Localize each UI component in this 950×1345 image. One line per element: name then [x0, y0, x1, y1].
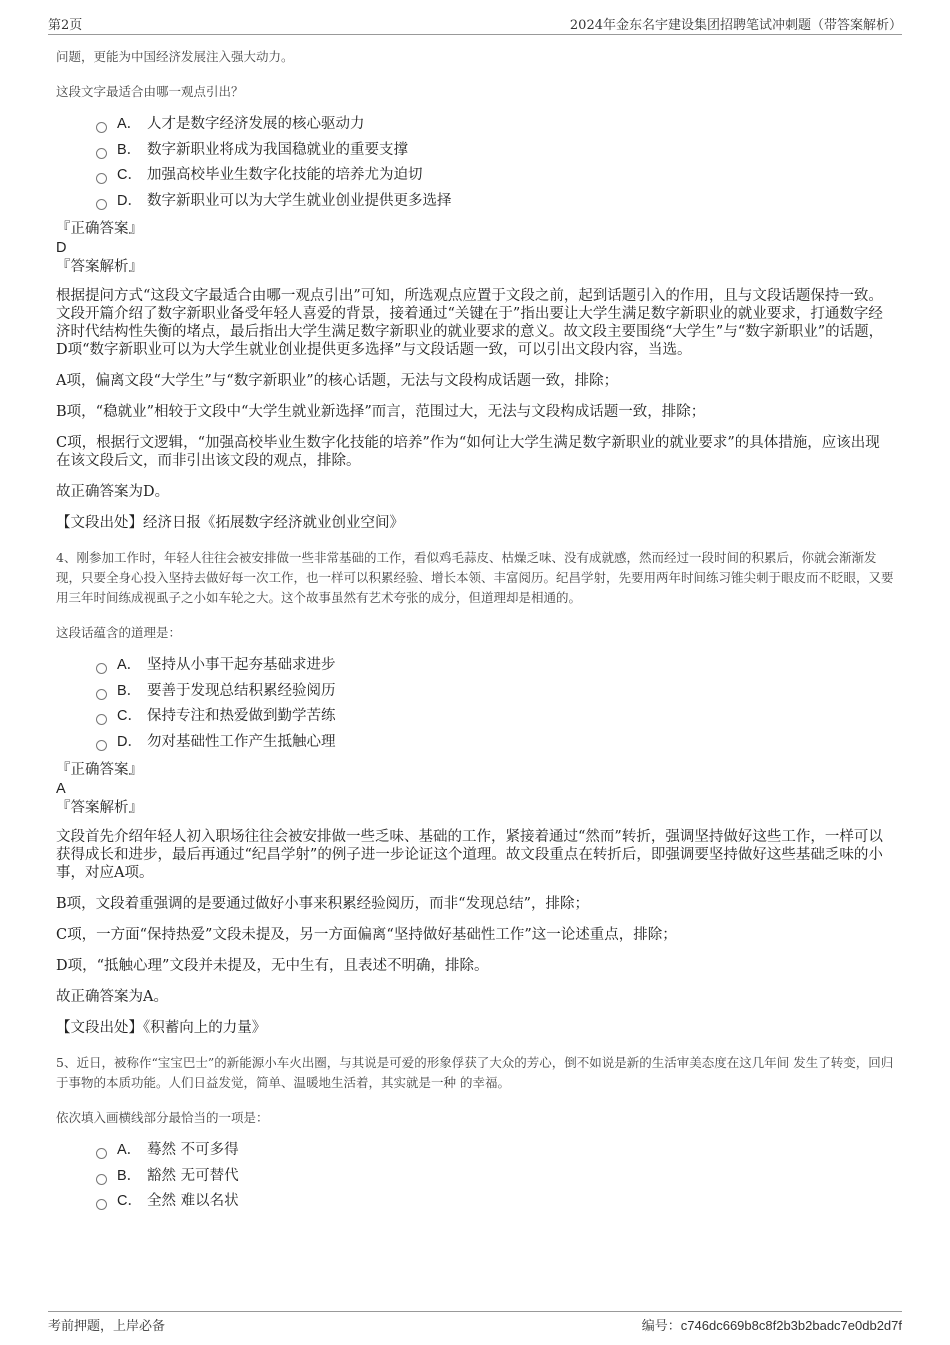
- footer-slogan: 考前押题，上岸必备: [48, 1319, 166, 1334]
- page-number: 第2页: [48, 18, 83, 33]
- page-footer: [48, 1311, 902, 1334]
- radio-icon[interactable]: [96, 689, 107, 700]
- analysis-paragraph: C项，一方面“保持热爱”文段未提及，另一方面偏离“坚持做好基础性工作”这一论述重点，排除；: [56, 927, 677, 943]
- document-code: [642, 1315, 902, 1334]
- option-a[interactable]: A． 坚持从小事干起夯基础求进步: [96, 653, 894, 679]
- analysis-paragraph: C项，根据行文逻辑，“加强高校毕业生数字化技能的培养”作为“如何让大学生满足数字新职业的就业要求”的具体措施，应该出现在该文段后文，而非引出该文段的观点，排除。: [56, 435, 880, 469]
- option-c[interactable]: C． 加强高校毕业生数字化技能的培养尤为迫切: [96, 163, 894, 189]
- radio-icon[interactable]: [96, 199, 107, 210]
- question-5: [56, 1053, 894, 1215]
- answer-label: 『正确答案』: [56, 762, 143, 778]
- radio-icon[interactable]: [96, 173, 107, 184]
- option-d[interactable]: D． 勿对基础性工作产生抵触心理: [96, 730, 894, 756]
- radio-icon[interactable]: [96, 148, 107, 159]
- option-a[interactable]: A． 蓦然 不可多得: [96, 1138, 894, 1164]
- radio-icon[interactable]: [96, 1174, 107, 1185]
- option-b[interactable]: B． 数字新职业将成为我国稳就业的重要支撑: [96, 138, 894, 164]
- analysis-paragraph: 故正确答案为A。: [56, 989, 168, 1005]
- analysis-paragraph: 根据提问方式“这段文字最适合由哪一观点引出”可知，所选观点应置于文段之前，起到话题引入的作用，且与文段话题保持一致。文段开篇介绍了数字新职业备受年轻人喜爱的背景，接着通过“关键在于”指出要让大学生满足数字新职业的就业要求，打通数字经济时代结构性失衡的堵点，最后指出大学生满足数字新职业的就业要求的意义。故文段主要围绕“大学生”与“数字新职业”的话题，D项“数字新职业可以为大学生就业创业提供更多选择”与文段话题一致，可以引出文段内容，当选。: [56, 288, 884, 358]
- question-4-options: [96, 653, 894, 755]
- radio-icon[interactable]: [96, 1148, 107, 1159]
- question-5-text: 5、近日，被称作“宝宝巴士”的新能源小车火出圈，与其说是可爱的形象俘获了大众的芳心，倒不如说是新的生活审美态度在这几年间 发生了转变，回归于事物的本质功能。人们日益发觉，简单、温暖地生活着，其实就是一种 的幸福。: [56, 1055, 894, 1090]
- option-b[interactable]: B． 豁然 无可替代: [96, 1164, 894, 1190]
- page-content: [56, 47, 894, 1221]
- answer-value: A: [56, 781, 66, 797]
- analysis-paragraph: B项，文段着重强调的是要通过做好小事来积累经验阅历，而非“发现总结”，排除；: [56, 896, 589, 912]
- analysis-paragraph: B项，“稳就业”相较于文段中“大学生就业新选择”而言，范围过大，无法与文段构成话题一致，排除；: [56, 404, 706, 420]
- question-4-prompt: 这段话蕴含的道理是：: [56, 625, 182, 640]
- question-4-text: 4、刚参加工作时，年轻人往往会被安排做一些非常基础的工作，看似鸡毛蒜皮、枯燥乏味、没有成就感，然而经过一段时间的积累后，你就会渐渐发现，只要全身心投入坚持去做好每一次工作，也一样可以积累经验、增长本领、丰富阅历。纪昌学射，先要用两年时间练习锥尖刺于眼皮而不眨眼，又要用三年时间练成视虱子之小如车轮之大。这个故事虽然有艺术夸张的成分，但道理却是相通的。: [56, 550, 894, 605]
- option-b[interactable]: B． 要善于发现总结积累经验阅历: [96, 679, 894, 705]
- question-3-prompt: 这段文字最适合由哪一观点引出？: [56, 84, 244, 99]
- question-5-options: [96, 1138, 894, 1215]
- analysis-label: 『答案解析』: [56, 259, 143, 275]
- question-5-prompt: 依次填入画横线部分最恰当的一项是：: [56, 1110, 269, 1125]
- question-3-options: [96, 112, 894, 214]
- question-3: [56, 47, 894, 532]
- option-c[interactable]: C． 全然 难以名状: [96, 1189, 894, 1215]
- radio-icon[interactable]: [96, 714, 107, 725]
- option-c[interactable]: C． 保持专注和热爱做到勤学苦练: [96, 704, 894, 730]
- option-a[interactable]: A． 人才是数字经济发展的核心驱动力: [96, 112, 894, 138]
- source-citation: 【文段出处】经济日报《拓展数字经济就业创业空间》: [56, 515, 404, 531]
- answer-value: D: [56, 240, 67, 256]
- page-header: [48, 14, 902, 35]
- code-label: 编号：: [641, 1319, 681, 1334]
- document-title: 2024年金东名宇建设集团招聘笔试冲刺题（带答案解析）: [569, 18, 902, 33]
- answer-label: 『正确答案』: [56, 221, 143, 237]
- radio-icon[interactable]: [96, 663, 107, 674]
- radio-icon[interactable]: [96, 740, 107, 751]
- code-value: c746dc669b8c8f2b3b2badc7e0db2d7f: [680, 1318, 902, 1333]
- radio-icon[interactable]: [96, 122, 107, 133]
- analysis-paragraph: 故正确答案为D。: [56, 484, 170, 500]
- analysis-paragraph: 文段首先介绍年轻人初入职场往往会被安排做一些乏味、基础的工作，紧接着通过“然而”转折，强调坚持做好这些工作，一样可以获得成长和进步，最后再通过“纪昌学射”的例子进一步论证这个道理。故文段重点在转折后，即强调要坚持做好这些基础乏味的小事，对应A项。: [56, 829, 883, 881]
- analysis-paragraph: A项，偏离文段“大学生”与“数字新职业”的核心话题，无法与文段构成话题一致，排除；: [56, 373, 619, 389]
- question-4: [56, 548, 894, 1037]
- question-3-intro: 问题，更能为中国经济发展注入强大动力。: [56, 49, 294, 64]
- source-citation: 【文段出处】《积蓄向上的力量》: [56, 1020, 267, 1036]
- analysis-paragraph: D项，“抵触心理”文段并未提及，无中生有，且表述不明确，排除。: [56, 958, 489, 974]
- radio-icon[interactable]: [96, 1199, 107, 1210]
- option-d[interactable]: D． 数字新职业可以为大学生就业创业提供更多选择: [96, 189, 894, 215]
- analysis-label: 『答案解析』: [56, 800, 143, 816]
